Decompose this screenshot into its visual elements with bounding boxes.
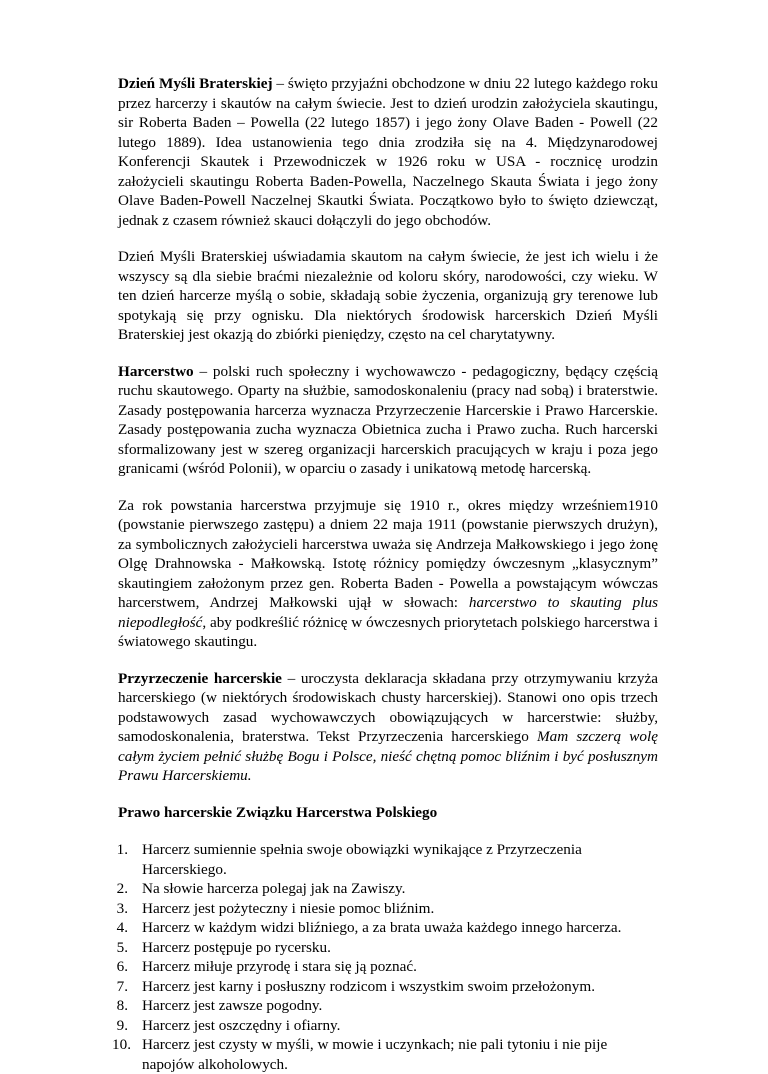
paragraph-przyrzeczenie (118, 669, 658, 786)
paragraph-text: – polski ruch społeczny i wychowawczo - pedagogiczny, będący częścią ruchu skautowego. Oparty na służbie, samodoskonaleniu (pracy nad sobą) i braterstwie. Zasady postępowania harcerza wyznacza Przyrzeczenie Harcerskie i Prawo Harcerskie. Zasady postępowania zucha wyznacza Obietnica zucha i Prawo zucha. Ruch harcerski sformalizowany jest w szereg organizacji harcerskich pracujących w kraju i poza jego granicami (wśród Polonii), w oparciu o zasady i unikatową metodę harcerską. (118, 362, 658, 477)
term-dzien-mysli-braterskiej: Dzień Myśli Braterskiej (118, 75, 273, 92)
paragraph-text: – uroczysta deklaracja składana przy otrzymywaniu krzyża harcerskiego (w niektórych środowiskach chusty harcerskiej). Stanowi ono opis trzech podstawowych zasad wychowawczych obowiązujących w harcerstwie: służby, samodoskonalenia, braterstwa. Tekst Przyrzeczenia harcerskiego (118, 669, 658, 745)
list-item (118, 840, 658, 879)
list-item (118, 879, 658, 899)
list-item-text: Harcerz miłuje przyrodę i stara się ją poznać. (142, 958, 417, 975)
paragraph-text: Za rok powstania harcerstwa przyjmuje się 1910 r., okres między wrześniem1910 (powstanie pierwszego zastępu) a dniem 22 maja 1911 (powstanie pierwszych drużyn), za symbolicznych założycieli harcerstwa uważa się Andrzeja Małkowskiego i jego żonę Olgę Drahnowska - Małkowską. Istotę różnicy pomiędzy ówczesnym „klasycznym” skautingiem założonym przez gen. Roberta Baden - Powella a powstającym wówczas harcerstwem, Andrzej Małkowski ujął w słowach: (118, 496, 658, 611)
list-item-text: Na słowie harcerza polegaj jak na Zawiszy. (142, 880, 406, 897)
list-item-text: Harcerz jest oszczędny i ofiarny. (142, 1016, 341, 1034)
term-przyrzeczenie: Przyrzeczenie harcerskie (118, 669, 282, 687)
paragraph-dzien-mysli-znaczenie (118, 247, 658, 345)
list-item-text: Harcerz jest pożyteczny i niesie pomoc bliźnim. (142, 899, 435, 917)
quote-malkowski: harcerstwo to skauting plus niepodległość (118, 594, 658, 631)
list-item-number: 7. (116, 977, 128, 995)
list-item (118, 918, 658, 938)
list-item (118, 1016, 658, 1036)
list-item-number: 6. (116, 958, 128, 975)
list-item-number: 9. (116, 1016, 128, 1034)
paragraph-text: , aby podkreślić różnicę w ówczesnych priorytetach polskiego harcerstwa i światowego skautingu. (118, 613, 658, 650)
list-item-text: Harcerz sumiennie spełnia swoje obowiązki wynikające z Przyrzeczenia Harcerskiego. (142, 841, 582, 878)
list-item-text: Harcerz postępuje po rycersku. (142, 938, 331, 956)
term-harcerstwo: Harcerstwo (118, 362, 194, 380)
paragraph-text: Dzień Myśli Braterskiej uświadamia skautom na całym świecie, że jest ich wielu i że wszyscy są dla siebie braćmi niezależnie od koloru skóry, narodowości, czy wieku. W ten dzień harcerze myślą o sobie, składają sobie życzenia, organizują gry terenowe lub spotykają się przy ognisku. Dla niektórych środowisk harcerskich Dzień Myśli Braterskiej jest okazją do zbiórki pieniędzy, często na cel charytatywny. (118, 248, 658, 343)
list-item (112, 1035, 658, 1074)
list-item (118, 957, 658, 977)
list-item-number: 3. (116, 899, 128, 917)
list-item-text: Harcerz jest karny i posłuszny rodzicom i wszystkim swoim przełożonym. (142, 977, 595, 995)
document-page (112, 74, 658, 1074)
list-item (118, 899, 658, 919)
list-item-text: Harcerz w każdym widzi bliźniego, a za brata uważa każdego innego harcerza. (142, 919, 622, 936)
paragraph-dzien-mysli-braterskiej (118, 74, 658, 230)
paragraph-harcerstwo (118, 362, 658, 479)
list-item-number: 1. (116, 841, 128, 858)
list-item (118, 938, 658, 958)
list-item-number: 10. (112, 1036, 131, 1053)
list-item (118, 996, 658, 1016)
list-item-number: 8. (116, 997, 128, 1014)
paragraph-text: – święto przyjaźni obchodzone w dniu 22 lutego każdego roku przez harcerzy i skautów na całym świecie. Jest to dzień urodzin założyciela skautingu, sir Roberta Baden – Powella (22 lutego 1857) i jego żony Olave Baden - Powell (22 lutego 1889). Idea ustanowienia tego dnia zrodziła się na 4. Międzynarodowej Konferencji Skautek i Przewodniczek w 1926 roku w USA - rocznicę urodzin założycieli skautingu Roberta Baden-Powella, Naczelnego Skauta Świata i jego żony Olave Baden-Powell Naczelnej Skautki Świata. Początkowo było to święto dziewcząt, jednak z czasem również skauci dołączyli do jego obchodów. (118, 75, 658, 229)
list-item (118, 977, 658, 997)
law-list (112, 840, 658, 1074)
law-heading: Prawo harcerskie Związku Harcerstwa Polskiego (118, 803, 438, 821)
quote-przyrzeczenie: Mam szczerą wolę całym życiem pełnić służbę Bogu i Polsce, nieść chętną pomoc bliźnim i być posłusznym Prawu Harcerskiemu. (118, 728, 658, 784)
list-item-number: 2. (116, 880, 128, 897)
list-item-number: 5. (116, 938, 128, 956)
list-item-number: 4. (116, 919, 128, 936)
paragraph-historia-harcerstwa (118, 496, 658, 652)
list-item-text: Harcerz jest czysty w myśli, w mowie i uczynkach; nie pali tytoniu i nie pije napojów alkoholowych. (142, 1036, 608, 1073)
list-item-text: Harcerz jest zawsze pogodny. (142, 997, 323, 1014)
